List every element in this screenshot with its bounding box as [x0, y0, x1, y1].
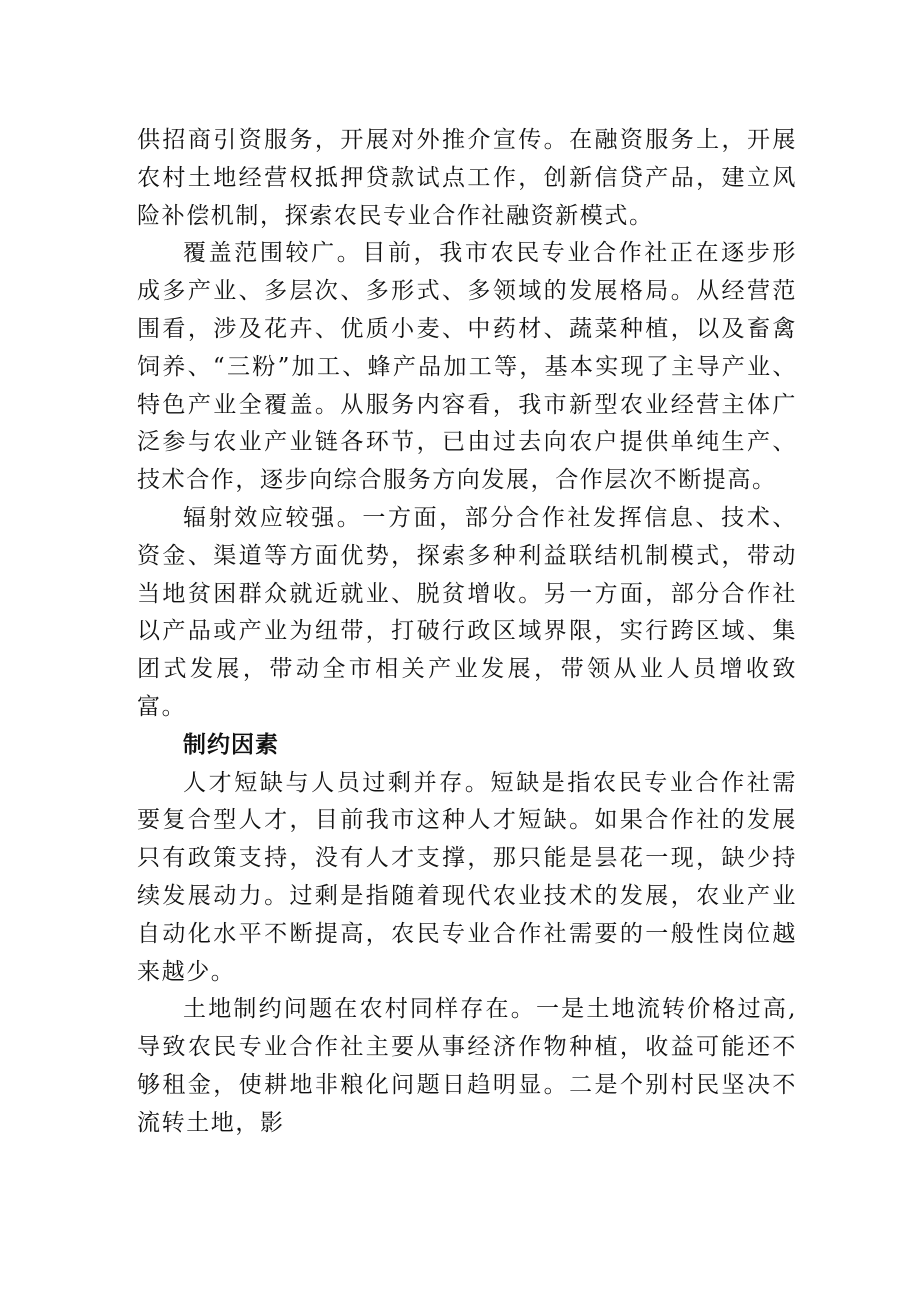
paragraph-land-constraints: 土地制约问题在农村同样存在。一是土地流转价格过高,导致农民专业合作社主要从事经济作物种植，收益可能还不够租金，使耕地非粮化问题日趋明显。二是个别村民坚决不流转土地，影 [137, 996, 797, 1136]
section-heading: 制约因素 [183, 731, 279, 758]
document-body [137, 122, 797, 1143]
paragraph-coverage: 覆盖范围较广。目前，我市农民专业合作社正在逐步形成多产业、多层次、多形式、多领域的发展格局。从经营范围看，涉及花卉、优质小麦、中药材、蔬菜种植，以及畜禽饲养、“三粉”加工、蜂产品加工等，基本实现了主导产业、特色产业全覆盖。从服务内容看，我市新型农业经营主体广泛参与农业产业链各环节，已由过去向农户提供单纯生产、技术合作，逐步向综合服务方向发展，合作层次不断提高。 [137, 240, 797, 494]
paragraph-financing-services: 供招商引资服务，开展对外推介宣传。在融资服务上，开展农村土地经营权抵押贷款试点工作，创新信贷产品，建立风险补偿机制，探索农民专业合作社融资新模式。 [137, 127, 797, 229]
paragraph-radiation-effect: 辐射效应较强。一方面，部分合作社发挥信息、技术、资金、渠道等方面优势，探索多种利益联结机制模式，带动当地贫困群众就近就业、脱贫增收。另一方面，部分合作社以产品或产业为纽带，打破行政区域界限，实行跨区域、集团式发展，带动全市相关产业发展，带领从业人员增收致富。 [137, 504, 797, 720]
paragraph-talent-shortage: 人才短缺与人员过剩并存。短缺是指农民专业合作社需要复合型人才，目前我市这种人才短缺。如果合作社的发展只有政策支持，没有人才支撑，那只能是昙花一现，缺少持续发展动力。过剩是指随着现代农业技术的发展，农业产业自动化水平不断提高，农民专业合作社需要的一般性岗位越来越少。 [137, 769, 797, 985]
